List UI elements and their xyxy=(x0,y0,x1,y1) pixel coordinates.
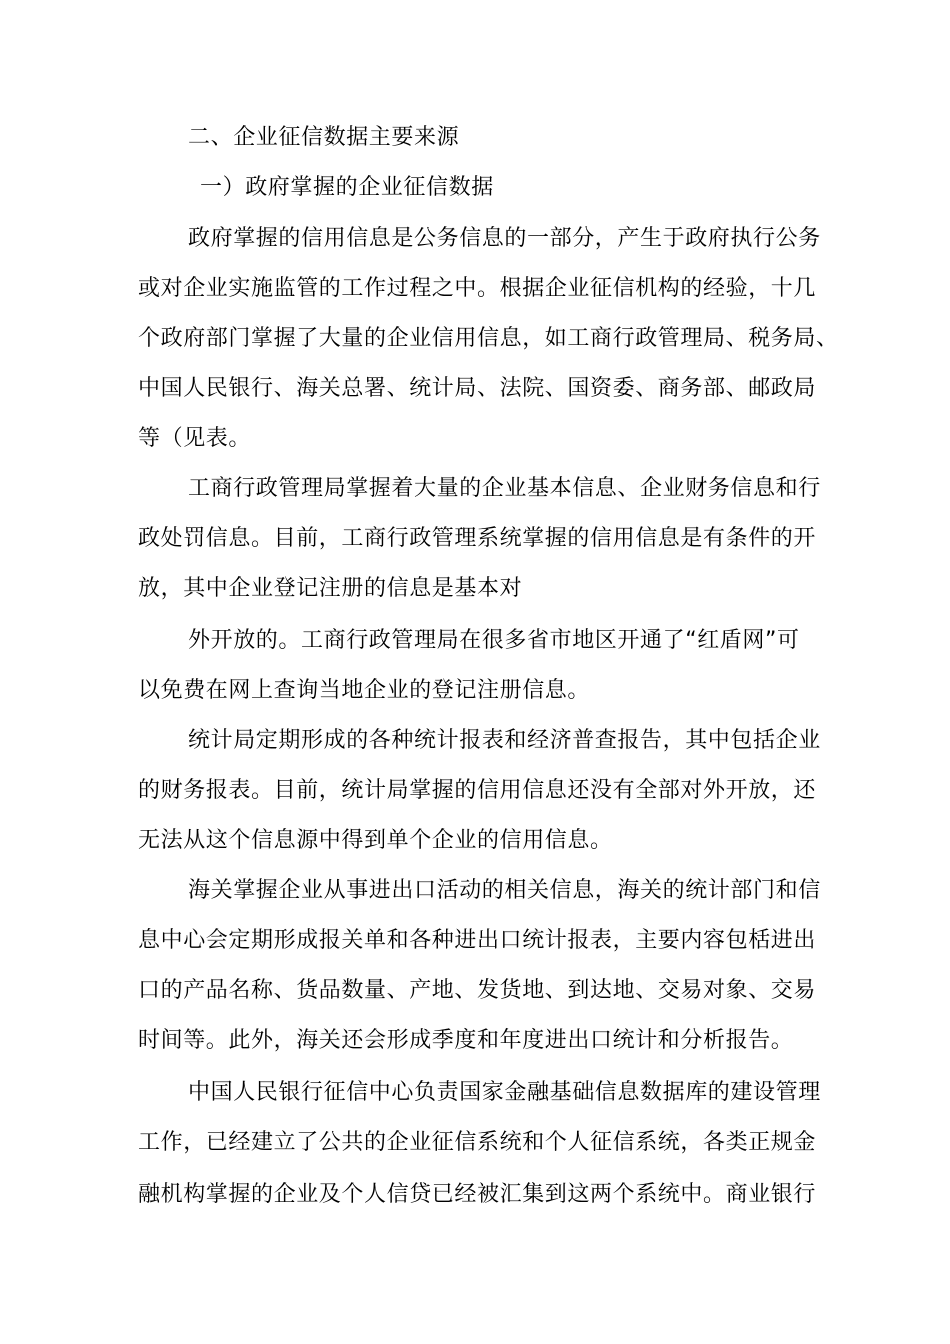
paragraph-line: 时间等。此外，海关还会形成季度和年度进出口统计和分析报告。 xyxy=(138,1028,794,1053)
paragraph-line: 以免费在网上查询当地企业的登记注册信息。 xyxy=(138,678,591,703)
paragraph-line: 等（见表。 xyxy=(138,426,252,451)
paragraph-line: 外开放的。工商行政管理局在很多省市地区开通了“红盾网”可 xyxy=(188,628,800,653)
paragraph-line: 政处罚信息。目前，工商行政管理系统掌握的信用信息是有条件的开 xyxy=(138,526,817,551)
paragraph-line: 个政府部门掌握了大量的企业信用信息，如工商行政管理局、税务局、 xyxy=(138,326,839,351)
paragraph-line: 工商行政管理局掌握着大量的企业基本信息、企业财务信息和行 xyxy=(188,476,821,501)
paragraph-line: 中国人民银行、海关总署、统计局、法院、国资委、商务部、邮政局 xyxy=(138,376,817,401)
paragraph-line: 融机构掌握的企业及个人信贷已经被汇集到这两个系统中。商业银行 xyxy=(138,1182,817,1207)
paragraph-line: 无法从这个信息源中得到单个企业的信用信息。 xyxy=(138,828,613,853)
paragraph-line: 息中心会定期形成报关单和各种进出口统计报表，主要内容包栝进出 xyxy=(138,928,817,953)
paragraph-line: 或对企业实施监管的工作过程之中。根据企业征信机构的经验，十几 xyxy=(138,276,817,301)
subsection-heading: 一）政府掌握的企业征信数据 xyxy=(200,175,494,200)
paragraph-line: 政府掌握的信用信息是公务信息的一部分，产生于政府执行公务 xyxy=(188,226,821,251)
paragraph-line: 放，其中企业登记注册的信息是基本对 xyxy=(138,576,523,601)
paragraph-line: 工作，已经建立了公共的企业征信系统和个人征信系统，各类正规金 xyxy=(138,1130,817,1155)
paragraph-line: 统计局定期形成的各种统计报表和经济普查报告，其中包括企业 xyxy=(188,728,821,753)
section-heading: 二、企业征信数据主要来源 xyxy=(188,125,460,150)
paragraph-line: 口的产品名称、货品数量、产地、发货地、到达地、交易对象、交易 xyxy=(138,978,817,1003)
paragraph-line: 海关掌握企业从事进出口活动的相关信息，海关的统计部门和信 xyxy=(188,878,821,903)
paragraph-line: 中国人民银行征信中心负责国家金融基础信息数据库的建设管理 xyxy=(188,1080,821,1105)
paragraph-line: 的财务报表。目前，统计局掌握的信用信息还没有全部对外开放，还 xyxy=(138,778,817,803)
